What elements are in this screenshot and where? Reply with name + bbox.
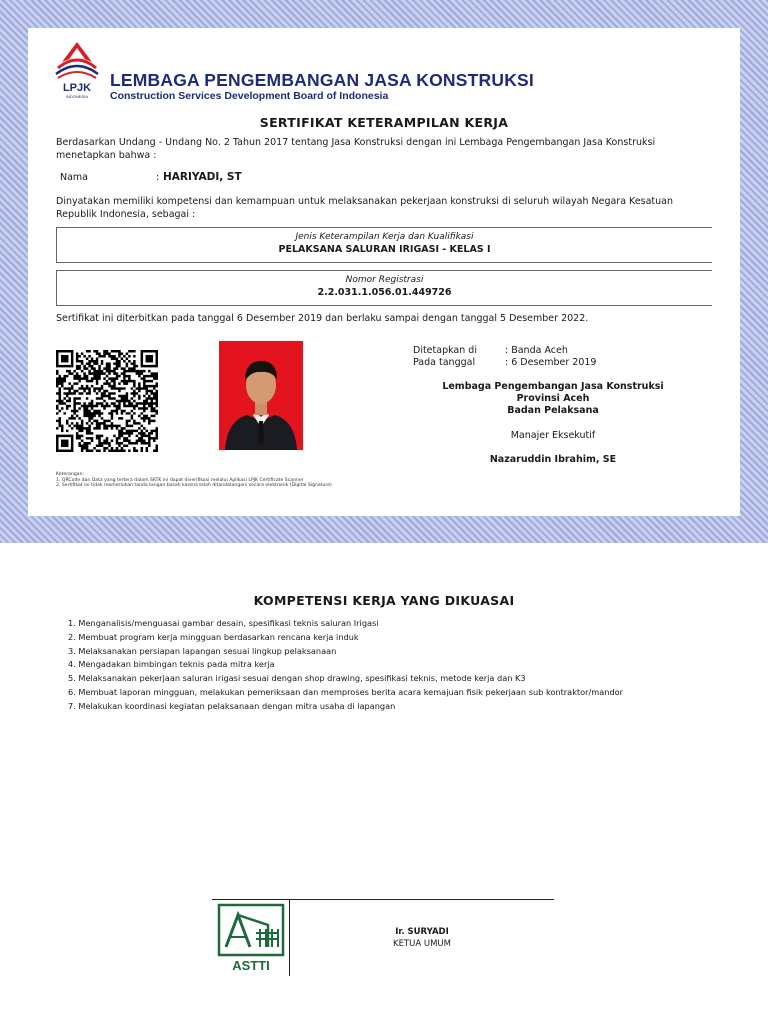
issued-date-value: : 6 Desember 2019 <box>505 357 597 368</box>
competencies-list <box>68 617 623 714</box>
org-name: LEMBAGA PENGEMBANGAN JASA KONSTRUKSI <box>110 70 534 90</box>
intro-text: Berdasarkan Undang - Undang No. 2 Tahun 2017 tentang Jasa Konstruksi dengan ini Lembaga Pengembangan Jasa Konstruksi menetapkan bahwa : <box>56 137 656 161</box>
org-subtitle: Construction Services Development Board of Indonesia <box>110 90 389 102</box>
name-colon: : <box>156 172 160 183</box>
signature-rule <box>212 899 554 900</box>
list-item: 7. Melakukan koordinasi kegiatan pelaksanaan dengan mitra usaha di lapangan <box>68 700 396 711</box>
signer-name: Nazaruddin Ibrahim, SE <box>489 454 617 465</box>
logo-subtext: INDONESIA <box>65 94 89 99</box>
list-item: 5. Melaksanakan pekerjaan saluran irigasi sesuai dengan shop drawing, spesifikasi teknis, metode kerja dan K3 <box>68 673 526 684</box>
name-label: Nama <box>60 172 89 183</box>
astti-logo-icon <box>216 903 286 973</box>
certificate-title: SERTIFIKAT KETERAMPILAN KERJA <box>259 115 509 130</box>
chairman-role: KETUA UMUM <box>393 939 451 949</box>
issued-place-value: : Banda Aceh <box>505 345 568 356</box>
signer-role: Manajer Eksekutif <box>510 430 596 441</box>
logo-text: LPJK <box>62 82 92 94</box>
declaration-text: Dinyatakan memiliki kompetensi dan kemampuan untuk melaksanakan pekerjaan konstruksi di seluruh wilayah Negara Kesatuan Republik Indonesia, sebagai : <box>56 196 674 220</box>
signature-divider <box>289 900 290 976</box>
holder-name: HARIYADI, ST <box>163 171 242 183</box>
list-item: 6. Membuat laporan mingguan, melakukan pemeriksaan dan memproses berita acara kemajuan fisik pekerjaan sub kontraktor/mandor <box>68 686 624 697</box>
competencies-title: KOMPETENSI KERJA YANG DIKUASAI <box>253 593 515 608</box>
signer-unit: Badan Pelaksana <box>507 405 599 416</box>
validity-text: Sertifikat ini diterbitkan pada tanggal 6 Desember 2019 dan berlaku sampai dengan tanggal 5 Desember 2022. <box>56 313 589 324</box>
signer-province: Provinsi Aceh <box>516 393 590 404</box>
registration-label: Nomor Registrasi <box>345 275 424 285</box>
skill-value: PELAKSANA SALURAN IRIGASI - KELAS I <box>278 244 491 255</box>
list-item: 2. Membuat program kerja mingguan berdasarkan rencana kerja induk <box>68 631 359 642</box>
list-item: 3. Melaksanakan persiapan lapangan sesuai lingkup pelaksanaan <box>68 645 337 656</box>
issued-date-label: Pada tanggal <box>413 357 476 368</box>
lpjk-logo-icon <box>52 40 102 102</box>
skill-label: Jenis Keterampilan Kerja dan Kualifikasi <box>295 232 474 242</box>
certificate-notes <box>56 472 332 489</box>
registration-number: 2.2.031.1.056.01.449726 <box>317 287 452 298</box>
note-item: 2. Sertifikat ini tidak memerlukan tanda tangan basah karena telah ditandatangani secara elektronik (Digital Signature) <box>56 483 332 489</box>
notes-heading: Keterangan: <box>56 472 85 477</box>
signer-organization: Lembaga Pengembangan Jasa Konstruksi <box>442 381 664 392</box>
astti-logo-text: ASTTI <box>232 958 270 973</box>
registration-box <box>56 270 712 306</box>
note-item: 1. QRCode dan Data yang tertera dalam SKTK ini dapat diverifikasi melalui Aplikasi LPJK Certificate Scanner <box>56 477 304 483</box>
issued-place-label: Ditetapkan di <box>413 345 477 356</box>
qr-code-icon <box>56 350 158 452</box>
holder-photo <box>219 341 303 450</box>
list-item: 1. Menganalisis/menguasai gambar desain, spesifikasi teknis saluran Irigasi <box>68 618 379 628</box>
skill-box <box>56 227 712 263</box>
list-item: 4. Mengadakan bimbingan teknis pada mitra kerja <box>68 659 275 670</box>
chairman-name: Ir. SURYADI <box>395 927 449 937</box>
